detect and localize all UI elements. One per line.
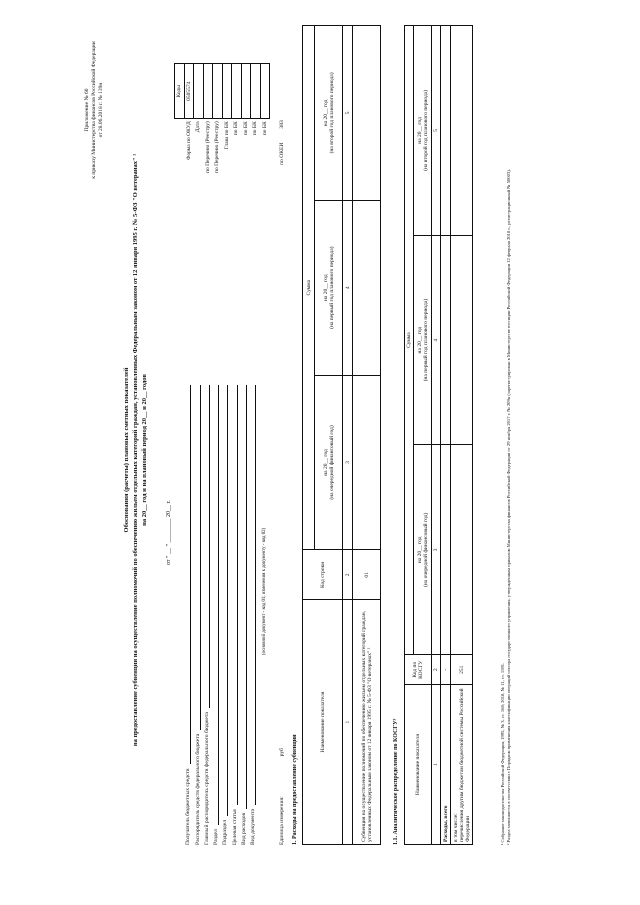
field-blank[interactable] [239,385,247,809]
footnote-2: ² Раздел заполняется в соответствии с Порядком применения классификации операций сектора государственного управления, утвержденным приказом Министерства финансов Российской Федерации от 29 ноября 2017 г. № 209н (зарегистрирован в Министерстве юстиции Российской Федерации 12 февраля 2018 г., регистрационный № 50003). [506,169,512,845]
code-label: по БК [242,121,249,136]
value-cell[interactable] [451,235,473,445]
unit-of-measure [279,748,285,845]
period-header: на 20__ год (на первый год планового периода) [315,200,343,375]
code-value [203,64,213,119]
okei-label: по ОКЕИ [279,142,285,165]
col-number: 1 [343,600,353,845]
section-1-1-table [404,25,473,845]
value-cell[interactable] [353,200,381,375]
document-type-note: (основной документ - код 01; изменения к документу - код 02) [262,527,267,655]
title-line-1: Обоснования (расчеты) плановых сметных показателей [123,367,130,533]
okei-value: 383 [279,120,285,129]
code-label: по Перечню (Реестру) [204,121,211,173]
code-value [232,64,242,119]
total-row-code: - [441,655,451,685]
field-blank[interactable] [230,385,238,805]
subvention-row-label: Субвенция на осуществление полномочий по обеспечению жильем отдельных категорий граждан, установленных Федеральным законом от 12 января 1995 г. № 5-ФЗ "О ветеранах" ² [353,600,381,845]
col-header-code: Код строки [303,550,343,600]
value-cell[interactable] [353,375,381,550]
col-header-sum: Сумма [405,26,414,655]
field-row [228,385,237,845]
col-number: 5 [343,26,353,201]
code-value [260,64,270,119]
col-number: 2 [343,550,353,600]
field-label: Целевая статья [231,809,238,845]
code-value: 0505574 [184,64,194,119]
unit-label: Единица измерения: [279,796,285,845]
annex-reference [84,35,105,185]
title-line-2: на предоставление субвенции на осуществление полномочий по обеспечению жильем отдельных категорий граждан, установленных Федеральным законом от 12 января 1995 г. № 5-ФЗ "О ветеранах" ¹ [132,153,140,747]
period-header: на 20__ год (на очередной финансовый год) [315,375,343,550]
field-label: Раздел [213,829,220,845]
col-number: 3 [432,445,441,655]
document-title [122,65,149,835]
document-date: от " __ " ________ 20__ г. [166,500,172,565]
code-value [222,64,232,119]
annex-date: от 28.06.2018 г. № 139н [98,82,105,138]
annex-order: к приказу Министерства финансов Российской Федерации [91,41,98,179]
transfers-row-code: 251 [451,655,473,685]
field-blank[interactable] [193,385,201,730]
period-header: на 20__ год (на очередной финансовый год) [414,445,432,655]
field-row [210,385,219,845]
value-cell[interactable] [451,445,473,655]
codes-table [174,63,270,175]
field-label: Получатель бюджетных средств [185,768,192,845]
code-value [194,64,204,119]
col-number: 3 [343,375,353,550]
value-cell[interactable] [441,235,451,445]
section-1-table [302,25,381,845]
transfers-row-label: в том числе: перечисления другим бюджетам бюджетной системы Российской Федерации [451,685,473,845]
requisites-fields [182,385,256,845]
code-label: Форма по ОКУД [185,121,192,160]
col-header-name: Наименование показателя [303,600,343,845]
field-row [238,385,247,845]
period-header: на 20__ год (на первый год планового периода) [414,235,432,445]
period-header: на 20__ год (на второй год планового периода) [414,26,432,236]
field-label: Подраздел [222,819,229,845]
field-blank[interactable] [211,385,219,825]
footnote-1: ¹ Собрание законодательства Российской Федерации, 1995, № 3, ст. 168; 2018, № 11, ст. 1591. [500,662,505,845]
unit-value: руб [279,748,285,757]
annex-number: Приложение № 60 [84,88,90,132]
field-label: Распорядитель средств федерального бюджета [194,733,201,845]
field-row [201,385,210,845]
okei-code [279,120,285,165]
field-row [191,385,200,845]
field-label: Вид расходов [241,812,248,845]
field-blank[interactable] [248,385,256,805]
footnotes [500,25,512,845]
col-number: 2 [432,655,441,685]
code-label: Глава по БК [223,121,230,150]
field-blank[interactable] [183,385,191,764]
period-header: на 20__ год (на второй год планового периода) [315,26,343,201]
field-blank[interactable] [202,385,210,708]
value-cell[interactable] [451,26,473,236]
value-cell[interactable] [441,26,451,236]
col-number: 4 [343,200,353,375]
total-row-label: Расходы, всего [441,685,451,845]
field-label: Вид документа [250,809,257,845]
col-header-name: Наименование показателя [405,685,432,845]
code-value [251,64,261,119]
field-row [219,385,228,845]
field-blank[interactable] [220,385,228,816]
code-label: Дата [195,121,202,133]
code-label: по Перечню (Реестру) [214,121,221,173]
code-label: по БК [252,121,259,136]
code-value [241,64,251,119]
col-number: 5 [432,26,441,236]
code-label: по БК [233,121,240,136]
field-row [247,385,256,845]
value-cell[interactable] [441,445,451,655]
field-row [182,385,191,845]
value-cell[interactable] [353,26,381,201]
title-line-3: на 20__ год и на плановый период 20__ и 20__ годов [141,374,149,526]
section-1-title: 1. Расходы на предоставление субвенции [292,734,298,845]
col-number: 1 [432,685,441,845]
field-label: Главный распорядитель средств федерального бюджета [203,712,210,845]
col-header-kosgu: Код по КОСГУ [405,655,432,685]
section-1-1-title: 1.1. Аналитическое распределение по КОСГУ³ [393,718,399,845]
code-label: по БК [261,121,268,136]
subvention-row-code: 01 [353,550,381,600]
col-header-sum: Сумма [303,26,315,550]
codes-header: Коды [175,64,185,119]
col-number: 4 [432,235,441,445]
code-value [213,64,223,119]
